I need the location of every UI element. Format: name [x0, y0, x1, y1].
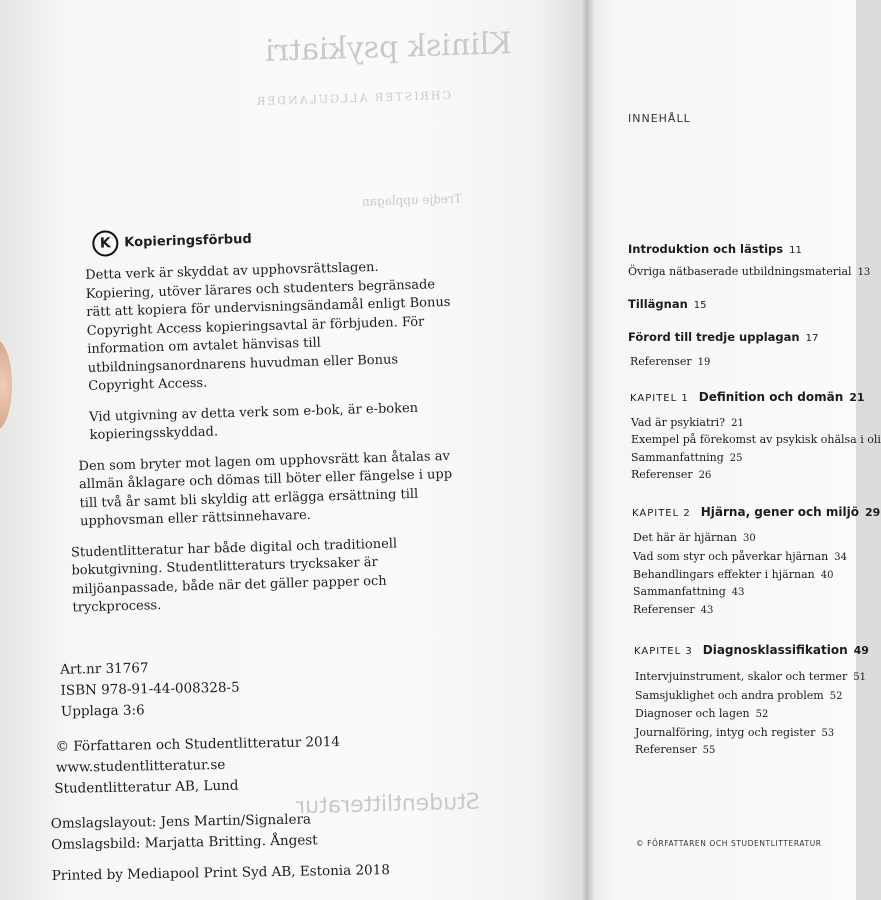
- toc-chapter-1: KAPITEL 1 Definition och domän 21: [630, 390, 865, 404]
- toc-ch2-section-5: Referenser 43: [633, 603, 714, 616]
- k-badge-icon: K: [92, 230, 119, 257]
- toc-ch2-section-1: Det här är hjärnan 30: [633, 531, 756, 544]
- toc-ch2-section-2: Vad som styr och påverkar hjärnan 34: [633, 550, 847, 563]
- right-page: [586, 0, 856, 900]
- ghost-author: CHRISTER ALLGULANDER: [254, 88, 452, 109]
- toc-chapter-3: KAPITEL 3 Diagnosklassifikation 49: [634, 643, 869, 657]
- toc-ch1-section-1: Vad är psykiatri? 21: [631, 416, 744, 429]
- page-footer: © FÖRFATTAREN OCH STUDENTLITTERATUR: [636, 839, 822, 848]
- publisher: Studentlitteratur AB, Lund: [54, 777, 239, 797]
- ghost-title: Klinisk psykiatri: [264, 26, 513, 69]
- website: www.studentlitteratur.se: [55, 756, 226, 776]
- toc-ch1-section-2: Exempel på förekomst av psykisk ohälsa i oli: [631, 433, 881, 446]
- isbn: ISBN 978-91-44-008328-5: [60, 679, 240, 699]
- book-spine: [580, 0, 594, 900]
- toc-ch3-section-5: Referenser 55: [635, 743, 716, 756]
- ghost-publisher: Studentlitteratur: [295, 789, 481, 820]
- toc-entry-tillagnan: Tillägnan 15: [628, 297, 707, 311]
- copyright-line: © Författaren och Studentlitteratur 2014: [55, 733, 340, 755]
- toc-ch3-section-1: Intervjuinstrument, skalor och termer 51: [635, 670, 867, 683]
- toc-ch3-section-3: Diagnoser och lagen 52: [635, 707, 769, 720]
- toc-ch2-section-3: Behandlingars effekter i hjärnan 40: [633, 568, 834, 581]
- toc-entry-forord: Förord till tredje upplagan 17: [628, 330, 819, 344]
- notice-paragraph-3: Den som bryter mot lagen om upphovsrätt kan åtalas av allmän åklagare och dömas till böter eller fängelse i upp till två år samt bli skyldig att erlägga ersättning till upphovsman eller rättsinnehavare.: [78, 448, 453, 530]
- cover-layout: Omslagslayout: Jens Martin/Signalera: [50, 811, 312, 832]
- upplaga: Upplaga 3:6: [60, 702, 145, 720]
- notice-paragraph-1: Detta verk är skyddat av upphovsrättslagen. Kopiering, utöver lärares och studenters begränsade rätt att kopiera för undervisningsändamål enligt Bonus Copyright Access kopieringsavtal är förbjuden. För information om avtalet hänvisas till utbildningsanordnarens huvudman eller Bonus Copyright Access.: [85, 259, 451, 394]
- toc-ch3-section-4: Journalföring, intyg och register 53: [635, 726, 835, 739]
- toc-ch2-section-4: Sammanfattning 43: [633, 585, 745, 598]
- imprint: [48, 654, 412, 887]
- copyright-notice: [50, 221, 461, 619]
- toc-entry-introduktion: Introduktion och lästips 11: [628, 242, 802, 256]
- toc-entry-ovriga: Övriga nätbaserade utbildningsmaterial 13: [628, 265, 871, 278]
- art-nr: Art.nr 31767: [60, 660, 149, 678]
- toc-ch3-section-2: Samsjuklighet och andra problem 52: [635, 689, 843, 702]
- cover-image: Omslagsbild: Marjatta Britting. Ångest: [51, 832, 318, 853]
- toc-ch1-section-3: Sammanfattning 25: [631, 451, 743, 464]
- notice-title: Kopieringsförbud: [124, 231, 252, 251]
- toc-entry-referenser: Referenser 19: [630, 355, 711, 368]
- notice-paragraph-4: Studentlitteratur har både digital och traditionell bokutgivning. Studentlitteraturs trycksaker är miljöanpassade, både när det gäller papper och tryckprocess.: [70, 535, 398, 616]
- toc-ch1-section-4: Referenser 26: [631, 468, 712, 481]
- toc-chapter-2: KAPITEL 2 Hjärna, gener och miljö 29: [632, 505, 881, 519]
- toc-heading: INNEHÅLL: [628, 112, 691, 125]
- printer: Printed by Mediapool Print Syd AB, Estonia 2018: [51, 862, 391, 884]
- notice-paragraph-2: Vid utgivning av detta verk som e-bok, är e-boken kopieringsskyddad.: [88, 400, 419, 443]
- ghost-edition: Tredje upplagan: [361, 191, 463, 209]
